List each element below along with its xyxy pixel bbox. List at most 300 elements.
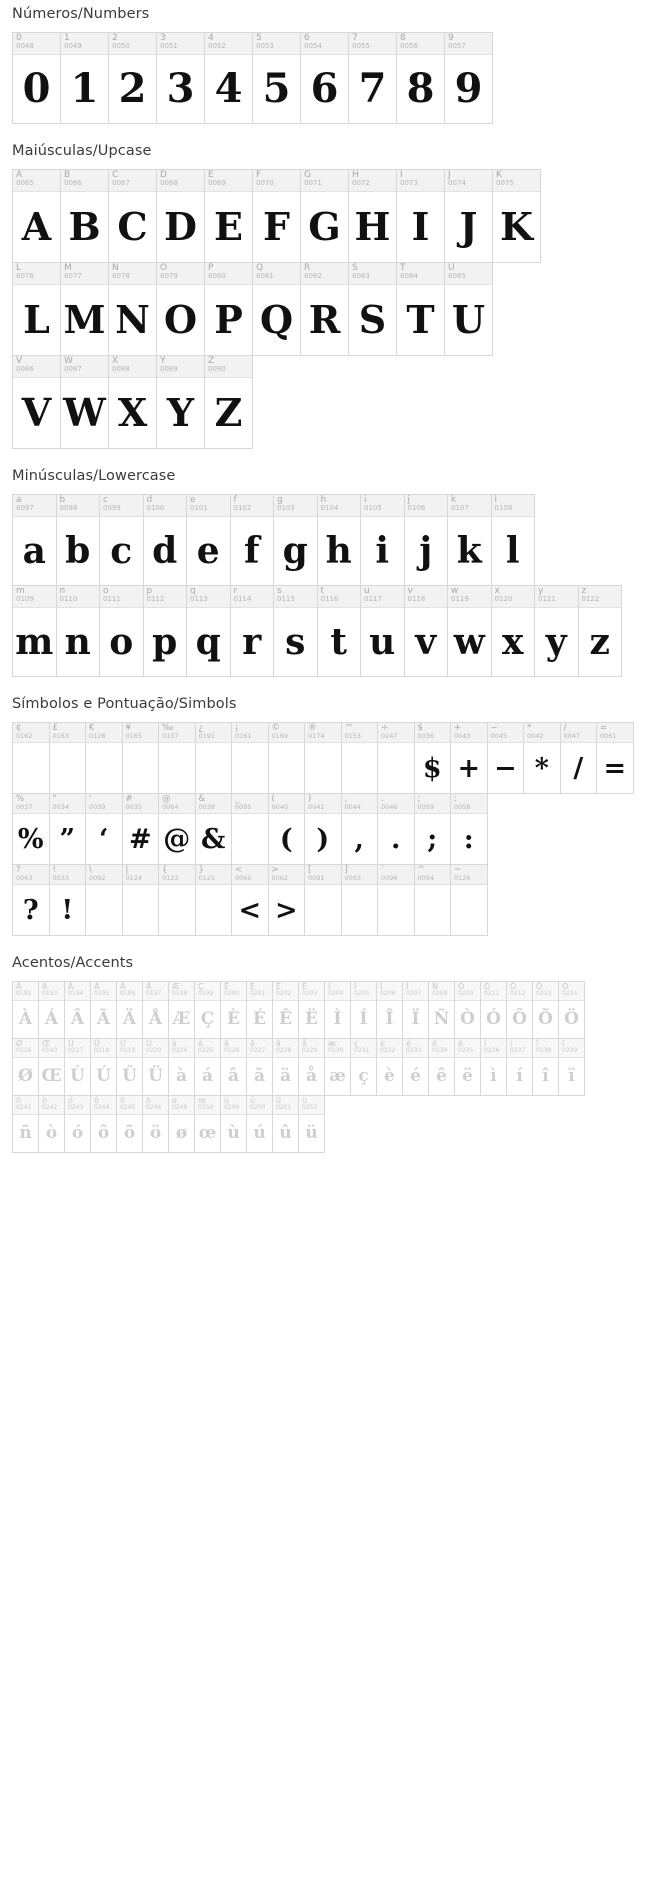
glyph-char-label: V: [16, 356, 23, 366]
glyph-preview: [305, 743, 341, 793]
glyph-cell[interactable]: [49, 722, 87, 794]
glyph-preview: /: [573, 752, 584, 784]
glyph-code-label: 0072: [352, 179, 370, 188]
glyph-cell-header: [100, 586, 143, 608]
glyph-cell[interactable]: [156, 262, 205, 356]
glyph-cell[interactable]: [268, 722, 306, 794]
glyph-preview: Ã: [96, 1009, 111, 1029]
glyph-cell[interactable]: [99, 494, 144, 586]
glyph-code-label: 0128: [89, 731, 106, 740]
glyph-char-label: ü: [302, 1096, 308, 1105]
glyph-cell-header: [301, 263, 348, 285]
glyph-preview: Ö: [564, 1009, 579, 1029]
glyph-char-label: ù: [224, 1096, 230, 1105]
glyph-cell-header: [559, 1039, 584, 1058]
glyph-preview: Ï: [411, 1009, 420, 1029]
glyph-cell[interactable]: [317, 494, 362, 586]
glyph-cell-header: [39, 1096, 64, 1115]
glyph-cell[interactable]: [396, 169, 445, 263]
glyph-preview: x: [502, 621, 524, 663]
glyph-code-label: 0219: [120, 1047, 136, 1055]
glyph-cell[interactable]: [317, 585, 362, 677]
glyph-cell[interactable]: [204, 169, 253, 263]
glyph-row: [12, 981, 584, 1038]
glyph-cell[interactable]: [108, 32, 157, 124]
glyph-cell[interactable]: [186, 494, 231, 586]
glyph-cell[interactable]: [49, 864, 87, 936]
glyph-char-label: x: [494, 586, 500, 596]
glyph-cell[interactable]: [204, 355, 253, 449]
glyph-cell[interactable]: [298, 1095, 325, 1153]
glyph-cell[interactable]: [396, 262, 445, 356]
glyph-code-label: 0126: [454, 873, 471, 882]
glyph-cell[interactable]: [376, 981, 403, 1039]
glyph-cell[interactable]: [194, 1095, 221, 1153]
glyph-cell-header: [13, 723, 49, 743]
glyph-cell[interactable]: [534, 585, 579, 677]
glyph-cell[interactable]: [491, 494, 536, 586]
glyph-cell-header: [109, 356, 156, 378]
glyph-code-label: 0071: [304, 179, 322, 188]
glyph-code-label: 0112: [146, 595, 165, 604]
glyph-cell[interactable]: [122, 722, 160, 794]
glyph-cell[interactable]: [12, 169, 61, 263]
glyph-cell-header: [144, 495, 187, 517]
glyph-cell[interactable]: [116, 1095, 143, 1153]
glyph-char-label: ö: [146, 1096, 151, 1105]
glyph-cell[interactable]: [12, 585, 57, 677]
glyph-cell[interactable]: [195, 722, 233, 794]
glyph-cell[interactable]: [156, 169, 205, 263]
glyph-cell[interactable]: [324, 1038, 351, 1096]
glyph-code-label: 0243: [68, 1104, 84, 1112]
glyph-preview: +: [457, 752, 481, 784]
glyph-cell[interactable]: [220, 1038, 247, 1096]
glyph-preview: i: [375, 530, 390, 572]
glyph-cell[interactable]: [230, 494, 275, 586]
glyph-cell-header: [143, 982, 168, 1001]
glyph-preview: 9: [454, 65, 483, 112]
glyph-cell[interactable]: [304, 793, 342, 865]
glyph-preview: v: [415, 621, 437, 663]
glyph-cell[interactable]: [12, 262, 61, 356]
glyph-preview: ë: [462, 1066, 473, 1086]
glyph-cell[interactable]: [304, 722, 342, 794]
glyph-cell[interactable]: [12, 1038, 39, 1096]
glyph-cell[interactable]: [487, 722, 525, 794]
glyph-cell[interactable]: [116, 981, 143, 1039]
glyph-char-label: r: [233, 586, 238, 596]
glyph-cell[interactable]: [49, 793, 87, 865]
glyph-preview: J: [459, 204, 478, 249]
glyph-cell[interactable]: [142, 1038, 169, 1096]
glyph-cell[interactable]: [341, 793, 379, 865]
glyph-row: [12, 1038, 584, 1095]
glyph-cell[interactable]: [64, 1038, 91, 1096]
glyph-char-label: A: [16, 170, 23, 180]
glyph-char-label: *: [527, 723, 532, 733]
glyph-cell[interactable]: [12, 722, 50, 794]
glyph-preview: 7: [358, 65, 387, 112]
glyph-cell-header: [13, 1096, 38, 1115]
glyph-cell[interactable]: [377, 864, 415, 936]
glyph-char-label: }: [198, 865, 204, 875]
glyph-cell[interactable]: [506, 981, 533, 1039]
glyph-cell[interactable]: [273, 494, 318, 586]
glyph-preview: q: [195, 621, 221, 663]
glyph-preview: n: [64, 621, 91, 663]
glyph-code-label: 0055: [352, 42, 370, 51]
glyph-cell[interactable]: [168, 1038, 195, 1096]
glyph-cell-header: [597, 723, 633, 743]
glyph-preview: g: [282, 530, 308, 572]
glyph-cell[interactable]: [116, 1038, 143, 1096]
glyph-grid: [0, 169, 661, 448]
glyph-preview: ;: [427, 823, 438, 855]
glyph-cell[interactable]: [350, 1038, 377, 1096]
glyph-cell[interactable]: [12, 793, 50, 865]
glyph-cell[interactable]: [272, 981, 299, 1039]
glyph-cell[interactable]: [220, 1095, 247, 1153]
glyph-cell[interactable]: [506, 1038, 533, 1096]
glyph-char-label: Ï: [406, 982, 409, 991]
glyph-cell[interactable]: [231, 864, 269, 936]
glyph-preview: Z: [214, 390, 243, 435]
glyph-cell[interactable]: [268, 864, 306, 936]
glyph-preview: ø: [175, 1123, 188, 1143]
glyph-cell[interactable]: [60, 262, 109, 356]
glyph-preview: Â: [70, 1009, 85, 1029]
glyph-cell[interactable]: [168, 1095, 195, 1153]
glyph-cell[interactable]: [414, 793, 452, 865]
glyph-cell[interactable]: [450, 864, 488, 936]
glyph-char-label: ë: [458, 1039, 463, 1048]
glyph-code-label: 0203: [302, 990, 318, 998]
glyph-cell[interactable]: [492, 169, 541, 263]
glyph-cell[interactable]: [428, 1038, 455, 1096]
glyph-cell[interactable]: [204, 32, 253, 124]
glyph-cell-header: [451, 723, 487, 743]
glyph-code-label: 0194: [68, 990, 84, 998]
glyph-code-label: 0086: [16, 365, 34, 374]
glyph-code-label: 0229: [302, 1047, 318, 1055]
glyph-cell[interactable]: [85, 793, 123, 865]
glyph-cell-header: [143, 1096, 168, 1115]
glyph-cell[interactable]: [12, 1095, 39, 1153]
glyph-cell-header: [65, 982, 90, 1001]
glyph-code-label: 0093: [344, 873, 362, 882]
glyph-cell[interactable]: [56, 494, 101, 586]
glyph-cell[interactable]: [168, 981, 195, 1039]
glyph-char-label: ø: [172, 1096, 177, 1105]
glyph-cell[interactable]: [480, 1038, 507, 1096]
glyph-grid: [0, 494, 661, 676]
glyph-cell-header: [157, 356, 204, 378]
glyph-cell-header: [403, 1039, 428, 1058]
glyph-cell[interactable]: [376, 1038, 403, 1096]
glyph-cell[interactable]: [195, 864, 233, 936]
glyph-cell[interactable]: [246, 981, 273, 1039]
glyph-cell[interactable]: [444, 32, 493, 124]
glyph-cell[interactable]: [38, 1095, 65, 1153]
glyph-cell[interactable]: [90, 1038, 117, 1096]
glyph-cell[interactable]: [450, 793, 488, 865]
glyph-cell[interactable]: [404, 494, 449, 586]
glyph-cell[interactable]: [300, 169, 349, 263]
glyph-cell[interactable]: [60, 32, 109, 124]
glyph-code-label: 0250: [250, 1104, 266, 1112]
glyph-code-label: 0087: [64, 365, 82, 374]
glyph-cell[interactable]: [360, 585, 405, 677]
glyph-char-label: .: [381, 794, 384, 804]
glyph-cell[interactable]: [348, 32, 397, 124]
glyph-char-label: 5: [256, 33, 262, 43]
glyph-cell[interactable]: [195, 793, 233, 865]
glyph-cell[interactable]: [12, 981, 39, 1039]
glyph-cell[interactable]: [377, 722, 415, 794]
glyph-cell[interactable]: [304, 864, 342, 936]
glyph-cell[interactable]: [252, 262, 301, 356]
glyph-cell[interactable]: [252, 32, 301, 124]
glyph-cell[interactable]: [38, 981, 65, 1039]
glyph-row: [12, 494, 534, 585]
glyph-cell[interactable]: [90, 1095, 117, 1153]
glyph-cell-header: [169, 982, 194, 1001]
glyph-code-label: 0056: [400, 42, 418, 51]
glyph-cell[interactable]: [64, 981, 91, 1039]
glyph-cell[interactable]: [143, 585, 188, 677]
glyph-code-label: 0209: [432, 990, 448, 998]
glyph-cell[interactable]: [348, 262, 397, 356]
glyph-preview: Í: [359, 1009, 368, 1029]
glyph-preview: û: [279, 1123, 292, 1143]
glyph-cell[interactable]: [85, 722, 123, 794]
glyph-preview: [196, 885, 232, 935]
glyph-cell[interactable]: [246, 1038, 273, 1096]
glyph-cell[interactable]: [143, 494, 188, 586]
glyph-cell[interactable]: [377, 793, 415, 865]
glyph-cell[interactable]: [523, 722, 561, 794]
glyph-cell[interactable]: [158, 722, 196, 794]
glyph-char-label: ;: [417, 794, 421, 804]
glyph-preview: ù: [227, 1123, 240, 1143]
glyph-cell[interactable]: [298, 1038, 325, 1096]
glyph-preview: Ù: [70, 1066, 85, 1086]
glyph-cell[interactable]: [122, 793, 160, 865]
glyph-preview: %: [17, 823, 44, 855]
glyph-cell[interactable]: [38, 1038, 65, 1096]
glyph-preview: [123, 743, 159, 793]
glyph-cell[interactable]: [491, 585, 536, 677]
glyph-cell[interactable]: [532, 981, 559, 1039]
glyph-cell-header: [579, 586, 622, 608]
glyph-cell[interactable]: [231, 793, 269, 865]
glyph-cell[interactable]: [444, 262, 493, 356]
glyph-cell-header: [253, 33, 300, 55]
glyph-cell[interactable]: [230, 585, 275, 677]
glyph-preview: D: [164, 204, 197, 249]
glyph-cell[interactable]: [558, 981, 585, 1039]
glyph-code-label: 0105: [364, 504, 382, 513]
glyph-char-label: Œ: [42, 1039, 51, 1048]
glyph-code-label: 0037: [16, 802, 33, 811]
glyph-cell[interactable]: [204, 262, 253, 356]
glyph-cell[interactable]: [85, 864, 123, 936]
glyph-cell[interactable]: [194, 1038, 221, 1096]
glyph-code-label: 0104: [320, 504, 339, 513]
glyph-cell[interactable]: [444, 169, 493, 263]
glyph-cell[interactable]: [108, 262, 157, 356]
glyph-cell[interactable]: [156, 355, 205, 449]
glyph-cell[interactable]: [56, 585, 101, 677]
glyph-code-label: 0226: [224, 1047, 240, 1055]
glyph-cell[interactable]: [450, 722, 488, 794]
glyph-cell[interactable]: [12, 355, 61, 449]
glyph-cell[interactable]: [447, 585, 492, 677]
glyph-cell[interactable]: [12, 864, 50, 936]
glyph-code-label: 0034: [52, 802, 70, 811]
glyph-cell[interactable]: [341, 722, 379, 794]
glyph-cell[interactable]: [532, 1038, 559, 1096]
glyph-cell[interactable]: [246, 1095, 273, 1153]
glyph-char-label: G: [304, 170, 311, 180]
glyph-cell[interactable]: [12, 32, 61, 124]
glyph-cell[interactable]: [108, 169, 157, 263]
glyph-preview: [86, 885, 122, 935]
glyph-cell[interactable]: [158, 864, 196, 936]
glyph-cell[interactable]: [404, 585, 449, 677]
glyph-code-label: 0041: [308, 802, 325, 811]
glyph-preview: ?: [22, 894, 39, 926]
glyph-cell[interactable]: [324, 981, 351, 1039]
glyph-char-label: \: [89, 865, 92, 875]
glyph-cell[interactable]: [60, 169, 109, 263]
glyph-cell-header: [247, 1039, 272, 1058]
glyph-preview: h: [325, 530, 352, 572]
glyph-cell[interactable]: [108, 355, 157, 449]
glyph-cell[interactable]: [341, 864, 379, 936]
glyph-cell[interactable]: [414, 864, 452, 936]
glyph-cell[interactable]: [298, 981, 325, 1039]
glyph-preview: 0: [22, 65, 51, 112]
glyph-preview: 3: [166, 65, 195, 112]
glyph-cell-header: [507, 982, 532, 1001]
glyph-code-label: 0064: [162, 802, 179, 811]
glyph-preview: T: [406, 297, 435, 342]
glyph-cell[interactable]: [300, 262, 349, 356]
glyph-code-label: 0080: [208, 272, 226, 281]
glyph-cell[interactable]: [142, 981, 169, 1039]
glyph-char-label: Ñ: [432, 982, 438, 991]
glyph-cell[interactable]: [273, 585, 318, 677]
glyph-cell[interactable]: [348, 169, 397, 263]
glyph-cell-header: [13, 586, 56, 608]
glyph-cell-header: [488, 723, 524, 743]
glyph-cell[interactable]: [122, 864, 160, 936]
glyph-cell[interactable]: [158, 793, 196, 865]
glyph-cell-header: [13, 33, 60, 55]
glyph-code-label: 0202: [276, 990, 292, 998]
glyph-preview: Ò: [460, 1009, 475, 1029]
glyph-cell[interactable]: [194, 981, 221, 1039]
glyph-char-label: ñ: [16, 1096, 22, 1105]
glyph-cell[interactable]: [360, 494, 405, 586]
glyph-cell-header: [123, 723, 159, 743]
glyph-cell[interactable]: [12, 494, 57, 586]
glyph-cell[interactable]: [156, 32, 205, 124]
glyph-cell[interactable]: [60, 355, 109, 449]
glyph-cell[interactable]: [558, 1038, 585, 1096]
glyph-cell[interactable]: [454, 981, 481, 1039]
glyph-cell[interactable]: [480, 981, 507, 1039]
charmap-section: [0, 462, 661, 676]
glyph-preview: [196, 743, 232, 793]
glyph-cell-header: [273, 1096, 298, 1115]
glyph-cell[interactable]: [231, 722, 269, 794]
glyph-cell[interactable]: [414, 722, 452, 794]
glyph-preview: o: [109, 621, 134, 663]
glyph-cell[interactable]: [272, 1038, 299, 1096]
glyph-cell[interactable]: [396, 32, 445, 124]
glyph-cell[interactable]: [252, 169, 301, 263]
glyph-preview: ”: [59, 823, 76, 855]
glyph-cell[interactable]: [447, 494, 492, 586]
glyph-row: [12, 793, 487, 864]
glyph-cell[interactable]: [596, 722, 634, 794]
glyph-code-label: 0089: [160, 365, 178, 374]
glyph-code-label: 0201: [250, 990, 266, 998]
glyph-cell[interactable]: [454, 1038, 481, 1096]
glyph-cell-header: [221, 1039, 246, 1058]
glyph-cell-header: [157, 263, 204, 285]
glyph-preview: 8: [406, 65, 435, 112]
glyph-cell[interactable]: [402, 1038, 429, 1096]
glyph-cell[interactable]: [402, 981, 429, 1039]
glyph-cell-header: [196, 794, 232, 814]
glyph-char-label: Õ: [536, 982, 543, 991]
glyph-preview: <: [238, 894, 262, 926]
glyph-cell[interactable]: [186, 585, 231, 677]
glyph-code-label: 0162: [16, 731, 33, 740]
glyph-preview: p: [152, 621, 178, 663]
glyph-cell[interactable]: [350, 981, 377, 1039]
glyph-cell[interactable]: [90, 981, 117, 1039]
glyph-cell[interactable]: [428, 981, 455, 1039]
glyph-char-label: E: [208, 170, 214, 180]
glyph-preview: B: [68, 204, 101, 249]
glyph-char-label: ): [308, 794, 312, 804]
glyph-cell[interactable]: [268, 793, 306, 865]
glyph-code-label: 0115: [277, 595, 295, 604]
glyph-cell[interactable]: [272, 1095, 299, 1153]
glyph-cell[interactable]: [578, 585, 623, 677]
glyph-cell-header: [221, 1096, 246, 1115]
glyph-preview: ): [316, 823, 330, 855]
glyph-char-label: ê: [432, 1039, 437, 1048]
glyph-char-label: #: [125, 794, 133, 804]
glyph-char-label: Í: [354, 982, 357, 991]
glyph-cell[interactable]: [300, 32, 349, 124]
glyph-cell[interactable]: [64, 1095, 91, 1153]
glyph-preview: &: [201, 823, 226, 855]
glyph-cell[interactable]: [220, 981, 247, 1039]
glyph-cell[interactable]: [99, 585, 144, 677]
glyph-cell[interactable]: [560, 722, 598, 794]
glyph-code-label: 0102: [233, 504, 252, 513]
glyph-cell-header: [65, 1096, 90, 1115]
glyph-char-label: I: [400, 170, 403, 180]
glyph-cell[interactable]: [142, 1095, 169, 1153]
